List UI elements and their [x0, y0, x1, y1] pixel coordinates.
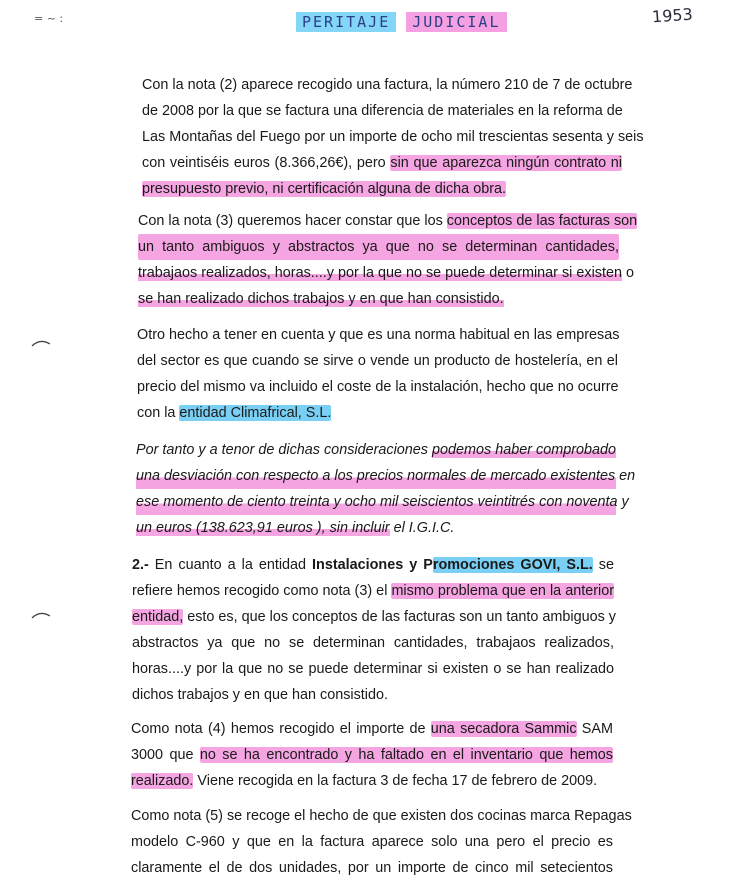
text-run: con la: [137, 405, 180, 421]
highlight-pink: realizado.: [131, 773, 194, 789]
highlight-pink: un euros (138.623,91 euros ), sin incluir: [136, 520, 390, 536]
company-name-part: Instalaciones y P: [312, 557, 433, 573]
text-line: [131, 768, 613, 794]
section-number: 2.-: [132, 557, 149, 573]
page-number: 1953: [651, 4, 694, 27]
text-line: [131, 742, 613, 768]
text-line: [136, 437, 616, 463]
text-line: [142, 176, 622, 202]
text-line: Con la nota (2) aparece recogido una factura, la número 210 de 7 de octubre: [142, 77, 633, 93]
paragraph-7: [131, 803, 632, 881]
stamp-word-judicial: JUDICIAL: [406, 12, 506, 32]
text-line: [142, 150, 622, 176]
highlight-pink: podemos haber comprobado: [432, 442, 617, 458]
paragraph-4: [136, 437, 636, 541]
text-run: con veintiséis euros (8.366,26€), pero: [142, 155, 391, 171]
text-line: [138, 286, 619, 312]
text-line: [138, 208, 638, 234]
text-run: o: [621, 265, 634, 281]
text-line: [132, 552, 614, 578]
text-run: esto es, que los conceptos de las facturas son un tanto ambiguos y: [183, 609, 616, 625]
highlight-pink: conceptos de las facturas son: [446, 213, 638, 229]
margin-scribble: = ~ :: [34, 12, 64, 25]
text-line: Como nota (5) se recoge el hecho de que existen dos cocinas marca Repagas: [131, 808, 632, 824]
paragraph-6: [131, 716, 613, 794]
text-run: Por tanto y a tenor de dichas consideraciones: [136, 442, 432, 458]
text-run: se: [592, 557, 614, 573]
paragraph-1: [142, 72, 644, 202]
highlight-pink: trabajaos realizados, horas....y por la que no se puede determinar si existen: [138, 265, 622, 281]
text-run: Como nota (4) hemos recogido el importe de: [131, 721, 431, 737]
text-line: Las Montañas del Fuego por un importe de ocho mil trescientas sesenta y seis: [142, 129, 644, 145]
text-line: [132, 604, 614, 630]
text-run: Con la nota (3) queremos hacer constar que los: [138, 213, 447, 229]
highlight-pink: entidad,: [132, 609, 184, 625]
margin-mark-1: [30, 338, 52, 348]
text-line: modelo C-960 y que en la factura aparece solo una pero el precio es: [131, 834, 613, 850]
highlight-pink: no se ha encontrado y ha faltado en el inventario que hemos: [199, 747, 613, 763]
text-line: horas....y por la que no se puede determinar si existen o se han realizado: [132, 661, 614, 677]
text-run: refiere hemos recogido como nota (3) el: [132, 583, 392, 599]
header-stamp: [296, 12, 507, 32]
text-line: un tanto ambiguos y abstractos ya que no se determinan cantidades,: [138, 234, 619, 260]
highlight-cyan: entidad Climafrical, S.L.: [179, 405, 332, 421]
text-line: Otro hecho a tener en cuenta y que es una norma habitual en las empresas: [137, 327, 620, 343]
text-line: precio del mismo va incluido el coste de la instalación, hecho que no ocurre: [137, 379, 619, 395]
text-line: claramente el de dos unidades, por un importe de cinco mil setecientos: [131, 860, 613, 876]
text-line: [137, 400, 618, 426]
paragraph-2: [138, 208, 638, 312]
highlight-pink: sin que aparezca ningún contrato ni: [390, 155, 622, 171]
text-run: Viene recogida en la factura 3 de fecha 17 de febrero de 2009.: [193, 773, 598, 789]
text-line: de 2008 por la que se factura una diferencia de materiales en la reforma de: [142, 103, 623, 119]
highlight-cyan: romociones GOVI, S.L.: [432, 557, 593, 573]
paragraph-3: [137, 322, 618, 426]
text-run: 3000 que: [131, 747, 200, 763]
highlight-pink: mismo problema que en la anterior: [391, 583, 614, 599]
margin-mark-2: [30, 610, 52, 620]
highlight-pink: presupuesto previo, ni certificación alguna de dicha obra.: [142, 181, 506, 197]
stamp-word-peritaje: PERITAJE: [296, 12, 396, 32]
text-line: abstractos ya que no se determinan cantidades, trabajaos realizados,: [132, 635, 614, 651]
paragraph-5: [132, 552, 614, 708]
text-line: del sector es que cuando se sirve o vende un producto de hostelería, en el: [137, 353, 618, 369]
text-line: [138, 260, 634, 286]
text-line: [132, 578, 614, 604]
text-line: [131, 716, 613, 742]
text-line: una desviación con respecto a los precios normales de mercado existentes en: [136, 463, 616, 489]
text-run: En cuanto a la entidad: [148, 557, 313, 573]
text-line: [136, 515, 616, 541]
highlight-pink: se han realizado dichos trabajos y en que han consistido.: [138, 291, 504, 307]
text-line: dichos trabajos y en que han consistido.: [132, 687, 388, 703]
highlight-pink: una secadora Sammic: [430, 721, 577, 737]
text-line: ese momento de ciento treinta y ocho mil seiscientos veintitrés con noventa y: [136, 489, 616, 515]
text-run: SAM: [576, 721, 613, 737]
text-run: el I.G.I.C.: [389, 520, 455, 536]
